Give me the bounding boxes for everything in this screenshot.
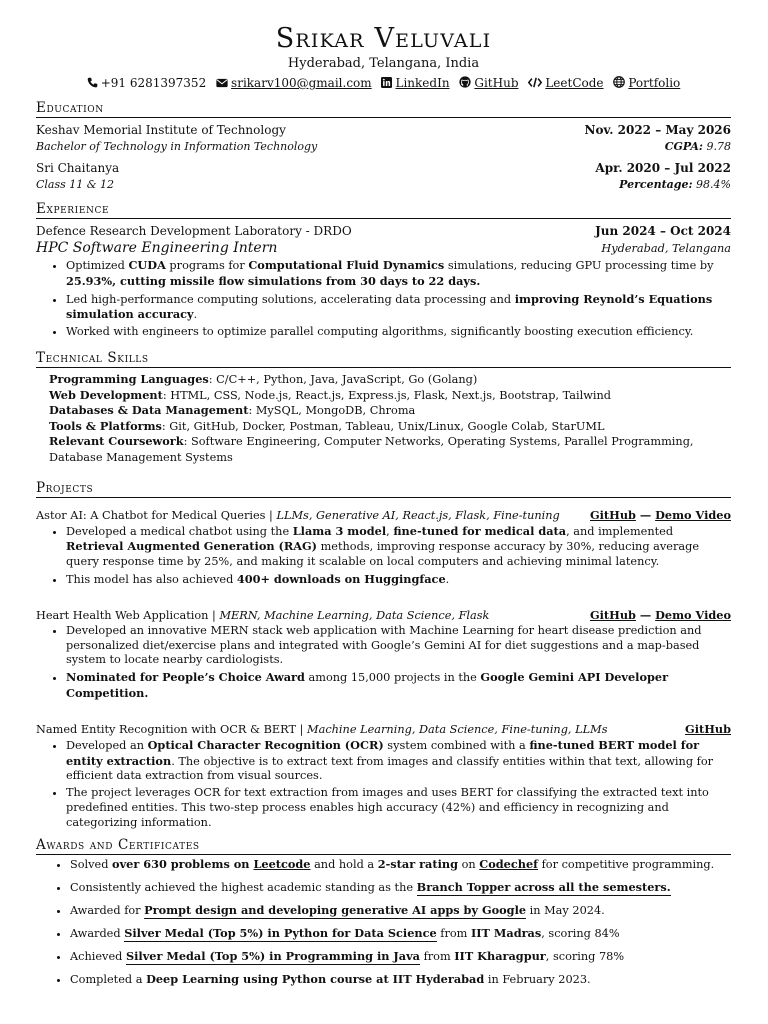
school-name: Keshav Memorial Institute of Technology [36,123,286,137]
project-entry: Astor AI: A Chatbot for Medical Queries | LLMs, Generative AI, React.js, Flask, Fine-tuning GitHub — Demo Video • Developed a medical chatbot using the Llama 3 model, fine-tuned for medical data, and implemented Retrieval Augmented Generation (RAG) methods, improving response accuracy by 30%, reducing average query response time by 25%, and making it scalable on local computers and achieving minimal latency. • This model has also achieved 400+ downloads on Huggingface. [36,508,731,588]
award-link[interactable]: Silver Medal (Top 5%) in Python for Data Science [124,926,437,941]
awards-list [36,857,731,988]
project-tech: Machine Learning, Data Science, Fine-tuning, LLMs [307,722,608,736]
contact-bar [36,74,731,92]
degree: Bachelor of Technology in Information Technology [36,140,318,153]
leetcode-contact[interactable] [528,74,603,92]
experience-location: Hyderabad, Telangana [601,242,731,255]
phone-icon [87,77,98,88]
list-item: • Worked with engineers to optimize parallel computing algorithms, significantly boosting execution efficiency. [66,325,731,340]
project-github-link[interactable]: GitHub [589,507,636,522]
project-github-link[interactable]: GitHub [685,721,731,736]
project-entry: Named Entity Recognition with OCR & BERT | Machine Learning, Data Science, Fine-tuning, LLMs GitHub • Developed an Optical Character Recognition (OCR) system combined with a fine-tuned BERT model for entity extraction. The objective is to extract text from images and classify entities within that text, allowing for efficient data extraction from visual sources. • The project leverages OCR for text extraction from images and uses BERT for classifying the extracted text into predefined entities. This two-step process enables high accuracy (42%) and efficiency in recognizing and categorizing information. [36,722,731,831]
skill-row: Databases & Data Management: MySQL, MongoDB, Chroma [49,403,416,418]
linkedin-icon [381,77,392,88]
school-name: Sri Chaitanya [36,161,120,175]
skill-row: Relevant Coursework: Software Engineering, Computer Networks, Operating Systems, Parallel Programming, Database Management Systems [49,434,694,464]
list-item: • Nominated for People’s Choice Award among 15,000 projects in the Google Gemini API Developer Competition. [66,670,731,702]
phone-contact[interactable] [87,74,207,92]
github-contact[interactable] [459,74,518,92]
experience-role: HPC Software Engineering Intern [36,240,278,256]
github-icon [459,76,471,88]
experience-bullets [36,258,731,340]
email-contact[interactable] [216,74,372,92]
education-dates: Apr. 2020 – Jul 2022 [595,161,731,175]
skill-row: Web Development: HTML, CSS, Node.js, React.js, Express.js, Flask, Next.js, Bootstrap, Tailwind [49,387,612,402]
list-item: • This model has also achieved 400+ downloads on Huggingface. [66,572,731,588]
list-item: • Developed an innovative MERN stack web application with Machine Learning for heart disease prediction and personalized diet/exercise plans and integrated with Google’s Gemini AI for diet suggestions and a map-based system to locate nearby cardiologists. [66,624,731,668]
list-item: • The project leverages OCR for text extraction from images and uses BERT for classifying the extracted text into predefined entities. This two-step process enables high accuracy (42%) and efficiency in recognizing and categorizing information. [66,786,731,830]
list-item: • Optimized CUDA programs for Computational Fluid Dynamics simulations, reducing GPU processing time by 25.93%, cutting missile flow simulations from 30 days to 22 days. [66,258,731,290]
score: CGPA: 9.78 [664,140,731,153]
section-skills-title: Technical Skills [36,350,731,368]
skills-list [49,372,731,466]
list-item: • Developed an Optical Character Recognition (OCR) system combined with a fine-tuned BERT model for entity extraction. The objective is to extract text from images and classify entities within that text, allowing for efficient data extraction from visual sources. [66,738,731,784]
list-item: • Achieved Silver Medal (Top 5%) in Programming in Java from IIT Kharagpur, scoring 78% [70,949,731,964]
skill-row: Programming Languages: C/C++, Python, Java, JavaScript, Go (Golang) [49,371,478,386]
project-demo-link[interactable]: Demo Video [655,507,731,522]
resume-page [36,22,731,996]
project-demo-link[interactable]: Demo Video [655,607,731,622]
github-link[interactable]: GitHub [474,76,519,90]
experience-entry [36,223,731,340]
project-entry: Heart Health Web Application | MERN, Machine Learning, Data Science, Flask GitHub — Demo Video • Developed an innovative MERN stack web application with Machine Learning for heart disease prediction and personalized diet/exercise plans and integrated with Google’s Gemini AI for diet suggestions and a map-based system to locate nearby cardiologists. • Nominated for People’s Choice Award among 15,000 projects in the Google Gemini API Developer Competition. [36,608,731,702]
education-entry [36,160,731,192]
section-awards-title: Awards and Certificates [36,837,731,855]
experience-org: Defence Research Development Laboratory - DRDO [36,224,352,238]
project-name: Astor AI: A Chatbot for Medical Queries [36,508,266,522]
degree: Class 11 & 12 [36,178,115,191]
project-name: Named Entity Recognition with OCR & BERT [36,722,297,736]
section-experience-title: Experience [36,201,731,219]
portfolio-link[interactable]: Portfolio [628,76,681,90]
leetcode-link[interactable]: LeetCode [545,76,604,90]
project-bullets [36,624,731,702]
education-entry [36,122,731,154]
project-tech: MERN, Machine Learning, Data Science, Flask [219,608,490,622]
list-item: • Solved over 630 problems on Leetcode and hold a 2-star rating on Codechef for competitive programming. [70,857,731,872]
project-bullets [36,524,731,588]
award-link[interactable]: Silver Medal (Top 5%) in Programming in Java [125,949,420,964]
email-link[interactable]: srikarv100@gmail.com [231,76,372,90]
project-github-link[interactable]: GitHub [589,607,636,622]
list-item: • Completed a Deep Learning using Python course at IIT Hyderabad in February 2023. [70,972,731,987]
award-link[interactable]: Prompt design and developing generative AI apps by Google [144,902,527,917]
list-item: • Awarded for Prompt design and developing generative AI apps by Google in May 2024. [70,903,731,918]
skill-row: Tools & Platforms: Git, GitHub, Docker, Postman, Tableau, Unix/Linux, Google Colab, StarUML [49,418,605,433]
candidate-name: Srikar Veluvali [275,23,492,54]
leetcode-profile-link[interactable]: Leetcode [253,856,311,871]
project-name: Heart Health Web Application [36,608,209,622]
section-projects-title: Projects [36,480,731,498]
education-dates: Nov. 2022 – May 2026 [584,123,731,137]
score: Percentage: 98.4% [619,178,731,191]
award-link[interactable]: Branch Topper across all the semesters. [416,879,671,894]
section-education-title: Education [36,100,731,118]
list-item: • Led high-performance computing solutions, accelerating data processing and improving Reynold’s Equations simulation accuracy. [66,292,731,324]
list-item: • Awarded Silver Medal (Top 5%) in Python for Data Science from IIT Madras, scoring 84% [70,926,731,941]
experience-dates: Jun 2024 – Oct 2024 [595,224,731,238]
mail-icon [216,78,228,88]
linkedin-contact[interactable] [381,74,449,92]
list-item: • Consistently achieved the highest academic standing as the Branch Topper across all the semesters. [70,880,731,895]
candidate-location: Hyderabad, Telangana, India [287,56,480,71]
phone-number: +91 6281397352 [100,76,207,90]
codechef-profile-link[interactable]: Codechef [479,856,539,871]
project-bullets [36,738,731,831]
code-icon [528,77,542,88]
portfolio-contact[interactable] [613,74,680,92]
project-tech: LLMs, Generative AI, React.js, Flask, Fine-tuning [276,508,560,522]
linkedin-link[interactable]: LinkedIn [395,76,450,90]
list-item: • Developed a medical chatbot using the Llama 3 model, fine-tuned for medical data, and implemented Retrieval Augmented Generation (RAG) methods, improving response accuracy by 30%, reducing average query response time by 25%, and making it scalable on local computers and achieving minimal latency. [66,524,731,570]
globe-icon [613,76,625,88]
